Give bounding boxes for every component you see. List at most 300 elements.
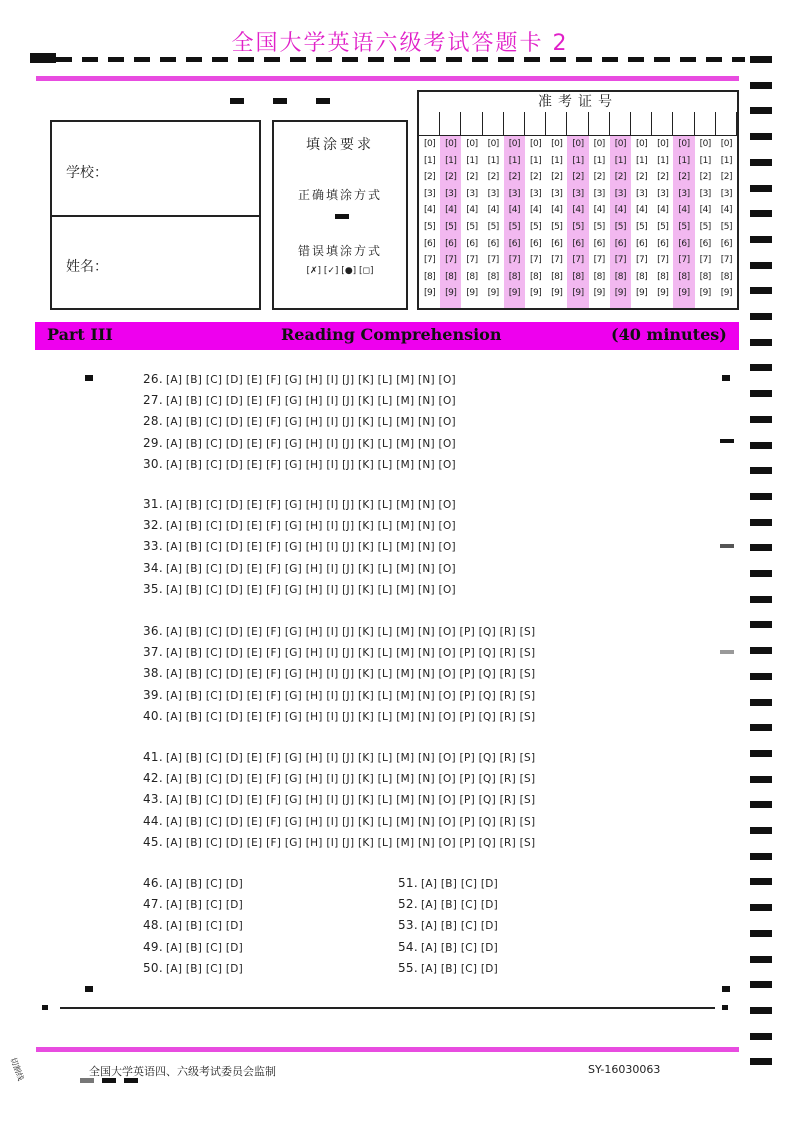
exam-id-digit-bubble[interactable]: [8]	[614, 271, 627, 282]
exam-id-digit-bubble[interactable]: [6]	[551, 238, 563, 249]
cut-line-label: 切割线	[8, 1056, 26, 1082]
exam-id-digit-bubble[interactable]: [3]	[445, 188, 457, 199]
answer-options[interactable]: [A] [B] [C] [D] [E] [F] [G] [H] [I] [J] [K] [L] [M] [N] [O] [P] [Q] [R] [S]	[165, 689, 536, 702]
timing-mark	[750, 467, 772, 474]
exam-id-digit-bubble[interactable]: [1]	[551, 155, 563, 166]
exam-id-digit-bubble[interactable]: [8]	[508, 271, 521, 282]
part-label: Part III	[47, 325, 113, 344]
exam-id-digit-bubble[interactable]: [8]	[720, 271, 733, 282]
part-title: Reading Comprehension	[281, 325, 502, 344]
exam-id-digit-bubble[interactable]: [5]	[657, 221, 669, 232]
answer-options[interactable]: [A] [B] [C] [D] [E] [F] [G] [H] [I] [J] [K] [L] [M] [N] [O] [P] [Q] [R] [S]	[165, 794, 536, 807]
exam-id-digit-bubble[interactable]: [9]	[445, 288, 457, 299]
exam-id-digit-bubble[interactable]: [1]	[508, 155, 521, 166]
exam-id-digit-bubble[interactable]: [0]	[529, 139, 542, 149]
exam-id-digit-bubble[interactable]: [5]	[593, 221, 605, 232]
question-number: 45.	[143, 834, 163, 849]
part-header-bar	[35, 322, 739, 350]
exam-id-digit-bubble[interactable]: [1]	[466, 155, 478, 166]
answer-options[interactable]: [A] [B] [C] [D] [E] [F] [G] [H] [I] [J] [K] [L] [M] [N] [O]	[165, 374, 456, 386]
exam-id-write-cell[interactable]	[440, 112, 461, 136]
exam-id-digit-bubble[interactable]: [2]	[508, 172, 521, 183]
exam-id-digit-bubble[interactable]: [8]	[445, 271, 457, 282]
exam-id-digit-bubble[interactable]: [1]	[635, 155, 648, 166]
timing-mark	[750, 801, 772, 808]
exam-id-digit-bubble[interactable]: [8]	[529, 271, 542, 282]
question-row	[398, 940, 498, 954]
exam-id-write-cell[interactable]	[610, 112, 631, 136]
exam-id-digit-bubble[interactable]: [3]	[487, 188, 499, 199]
exam-id-write-cell[interactable]	[546, 112, 567, 136]
exam-id-digit-bubble[interactable]: [0]	[635, 139, 648, 149]
exam-id-write-cell[interactable]	[716, 112, 737, 136]
exam-id-digit-bubble[interactable]: [0]	[572, 139, 584, 149]
exam-id-digit-bubble[interactable]: [1]	[678, 155, 690, 166]
question-row	[143, 393, 456, 407]
exam-id-digit-bubble[interactable]: [0]	[699, 139, 711, 149]
exam-id-digit-bubble[interactable]: [9]	[593, 288, 605, 299]
timing-mark	[102, 1078, 116, 1083]
exam-id-digit-bubble[interactable]: [4]	[678, 205, 690, 216]
exam-id-digit-bubble[interactable]: [7]	[529, 255, 542, 266]
question-number: 28.	[143, 414, 163, 429]
exam-id-digit-bubble[interactable]: [0]	[720, 139, 733, 149]
exam-id-digit-bubble[interactable]: [5]	[635, 221, 648, 232]
question-row	[143, 961, 243, 975]
top-dashed-line	[30, 57, 745, 62]
exam-id-digit-bubble[interactable]: [1]	[529, 155, 542, 166]
exam-id-digit-bubble[interactable]: [5]	[487, 221, 499, 232]
exam-id-digit-bubble[interactable]: [4]	[551, 205, 563, 216]
exam-id-digit-bubble[interactable]: [8]	[635, 271, 648, 282]
exam-id-digit-bubble[interactable]: [7]	[487, 255, 499, 266]
exam-id-digit-bubble[interactable]: [4]	[508, 205, 521, 216]
exam-id-digit-bubble[interactable]: [5]	[551, 221, 563, 232]
answer-options[interactable]: [A] [B] [C] [D] [E] [F] [G] [H] [I] [J] [K] [L] [M] [N] [O] [P] [Q] [R] [S]	[165, 836, 536, 849]
question-row	[143, 457, 456, 471]
question-number: 29.	[143, 435, 163, 450]
exam-id-digit-bubble[interactable]: [3]	[466, 188, 478, 199]
exam-id-write-cell[interactable]	[461, 112, 482, 136]
exam-id-digit-bubble[interactable]: [4]	[657, 205, 669, 216]
exam-id-digit-bubble[interactable]: [6]	[466, 238, 478, 249]
answer-options[interactable]: [A] [B] [C] [D] [E] [F] [G] [H] [I] [J] [K] [L] [M] [N] [O]	[165, 458, 456, 471]
exam-id-digit-bubble[interactable]: [4]	[593, 205, 605, 216]
timing-mark	[750, 339, 772, 346]
exam-id-digit-bubble[interactable]: [5]	[572, 221, 584, 232]
exam-id-write-cell[interactable]	[695, 112, 716, 136]
answer-options[interactable]: [A] [B] [C] [D] [E] [F] [G] [H] [I] [J] [K] [L] [M] [N] [O]	[165, 583, 456, 596]
question-row	[143, 771, 535, 785]
exam-id-digit-bubble[interactable]: [4]	[423, 205, 436, 216]
exam-id-digit-bubble[interactable]: [4]	[720, 205, 733, 216]
question-row	[143, 940, 243, 954]
exam-id-digit-bubble[interactable]: [4]	[572, 205, 584, 216]
exam-id-column	[419, 112, 440, 308]
question-number: 32.	[143, 518, 163, 533]
timing-mark	[80, 1078, 94, 1083]
answer-options[interactable]: [A] [B] [C] [D]	[420, 899, 499, 912]
answer-options[interactable]: [A] [B] [C] [D]	[420, 962, 499, 975]
answer-options[interactable]: [A] [B] [C] [D] [E] [F] [G] [H] [I] [J] [K] [L] [M] [N] [O] [P] [Q] [R] [S]	[165, 773, 536, 786]
exam-id-digit-bubble[interactable]: [0]	[614, 139, 627, 149]
question-number: 43.	[143, 792, 163, 807]
exam-id-digit-bubble[interactable]: [3]	[657, 188, 669, 199]
exam-id-digit-bubble[interactable]: [9]	[635, 288, 648, 299]
exam-id-digit-bubble[interactable]: [5]	[423, 221, 436, 232]
exam-id-column	[461, 112, 482, 308]
exam-id-digit-bubble[interactable]: [6]	[593, 238, 605, 249]
exam-id-digit-bubble[interactable]: [1]	[445, 155, 457, 166]
timing-mark	[750, 853, 772, 860]
question-number: 36.	[143, 624, 163, 638]
question-row	[143, 518, 456, 532]
exam-id-digit-bubble[interactable]: [9]	[614, 288, 627, 299]
exam-id-digit-bubble[interactable]: [5]	[678, 221, 690, 232]
question-row	[143, 709, 535, 723]
exam-id-digit-bubble[interactable]: [3]	[720, 188, 733, 199]
exam-id-digit-bubble[interactable]: [7]	[423, 255, 436, 266]
question-number: 49.	[143, 939, 163, 954]
question-number: 50.	[143, 960, 163, 975]
exam-id-digit-bubble[interactable]: [7]	[657, 255, 669, 266]
exam-id-digit-bubble[interactable]: [5]	[445, 221, 457, 232]
timing-mark	[750, 390, 772, 397]
exam-id-digit-bubble[interactable]: [8]	[487, 271, 499, 282]
exam-id-digit-bubble[interactable]: [6]	[572, 238, 584, 249]
exam-id-digit-bubble[interactable]: [2]	[551, 172, 563, 183]
question-row	[143, 666, 535, 680]
timing-mark	[85, 986, 93, 992]
exam-id-digit-bubble[interactable]: [9]	[572, 288, 584, 299]
exam-id-write-cell[interactable]	[504, 112, 525, 136]
exam-id-title: 准考证号	[419, 92, 737, 113]
exam-id-digit-bubble[interactable]: [0]	[551, 139, 563, 149]
answer-options[interactable]: [A] [B] [C] [D]	[420, 878, 499, 890]
exam-id-digit-bubble[interactable]: [2]	[487, 172, 499, 183]
answer-options[interactable]: [A] [B] [C] [D] [E] [F] [G] [H] [I] [J] [K] [L] [M] [N] [O]	[165, 499, 456, 511]
exam-id-digit-bubble[interactable]: [5]	[720, 221, 733, 232]
exam-id-digit-bubble[interactable]: [5]	[508, 221, 521, 232]
exam-id-digit-bubble[interactable]: [7]	[508, 255, 521, 266]
exam-id-digit-bubble[interactable]: [6]	[720, 238, 733, 249]
exam-id-column	[440, 112, 461, 308]
correct-fill-sample	[335, 214, 349, 219]
exam-id-digit-bubble[interactable]: [0]	[423, 139, 436, 149]
timing-mark	[750, 827, 772, 834]
exam-id-column	[652, 112, 673, 308]
exam-id-digit-bubble[interactable]: [4]	[614, 205, 627, 216]
exam-id-digit-bubble[interactable]: [3]	[508, 188, 521, 199]
exam-id-digit-bubble[interactable]: [5]	[529, 221, 542, 232]
exam-id-digit-bubble[interactable]: [2]	[678, 172, 690, 183]
exam-id-write-cell[interactable]	[673, 112, 694, 136]
exam-id-digit-bubble[interactable]: [2]	[572, 172, 584, 183]
exam-id-digit-bubble[interactable]: [6]	[508, 238, 521, 249]
exam-id-digit-bubble[interactable]: [7]	[466, 255, 478, 266]
question-number: 38.	[143, 666, 163, 681]
timing-mark	[720, 439, 734, 443]
exam-id-digit-bubble[interactable]: [9]	[551, 288, 563, 299]
timing-mark	[316, 98, 330, 104]
exam-id-digit-bubble[interactable]: [7]	[593, 255, 605, 266]
exam-id-digit-bubble[interactable]: [9]	[508, 288, 521, 299]
timing-mark	[750, 724, 772, 731]
exam-id-write-cell[interactable]	[567, 112, 588, 136]
exam-id-digit-bubble[interactable]: [6]	[529, 238, 542, 249]
exam-id-write-cell[interactable]	[652, 112, 673, 136]
name-label: 姓名：	[66, 259, 108, 275]
timing-mark	[750, 185, 772, 192]
answer-options[interactable]: [A] [B] [C] [D] [E] [F] [G] [H] [I] [J] [K] [L] [M] [N] [O] [P] [Q] [R] [S]	[165, 626, 536, 638]
exam-id-digit-bubble[interactable]: [0]	[508, 139, 521, 149]
exam-id-digit-bubble[interactable]: [1]	[423, 155, 436, 166]
exam-id-digit-bubble[interactable]: [3]	[423, 188, 436, 199]
exam-id-digit-bubble[interactable]: [6]	[487, 238, 499, 249]
question-row	[143, 561, 456, 575]
exam-id-digit-bubble[interactable]: [0]	[445, 139, 457, 149]
bottom-pink-rule	[36, 1047, 739, 1052]
exam-id-grid	[417, 90, 739, 310]
question-row	[143, 582, 456, 596]
answer-options[interactable]: [A] [B] [C] [D] [E] [F] [G] [H] [I] [J] [K] [L] [M] [N] [O] [P] [Q] [R] [S]	[165, 710, 536, 723]
question-row	[398, 897, 498, 911]
exam-id-digit-bubble[interactable]: [8]	[572, 271, 584, 282]
exam-id-digit-bubble[interactable]: [1]	[487, 155, 499, 166]
timing-mark	[750, 596, 772, 603]
exam-id-digit-bubble[interactable]: [3]	[593, 188, 605, 199]
exam-id-digit-bubble[interactable]: [4]	[487, 205, 499, 216]
exam-id-digit-bubble[interactable]: [5]	[699, 221, 711, 232]
exam-id-digit-bubble[interactable]: [7]	[614, 255, 627, 266]
exam-id-digit-bubble[interactable]: [9]	[657, 288, 669, 299]
answer-options[interactable]: [A] [B] [C] [D] [E] [F] [G] [H] [I] [J] [K] [L] [M] [N] [O]	[165, 416, 456, 429]
exam-id-digit-bubble[interactable]: [2]	[614, 172, 627, 183]
timing-mark	[750, 673, 772, 680]
exam-id-digit-bubble[interactable]: [1]	[720, 155, 733, 166]
answer-options[interactable]: [A] [B] [C] [D] [E] [F] [G] [H] [I] [J] [K] [L] [M] [N] [O]	[165, 520, 456, 533]
question-number: 35.	[143, 581, 163, 596]
timing-mark	[750, 1058, 772, 1065]
answer-options[interactable]: [A] [B] [C] [D] [E] [F] [G] [H] [I] [J] [K] [L] [M] [N] [O]	[165, 437, 456, 450]
exam-id-digit-bubble[interactable]: [6]	[678, 238, 690, 249]
exam-id-column	[610, 112, 631, 308]
exam-id-digit-bubble[interactable]: [8]	[551, 271, 563, 282]
exam-id-digit-bubble[interactable]: [5]	[466, 221, 478, 232]
exam-id-digit-bubble[interactable]: [6]	[445, 238, 457, 249]
answer-options[interactable]: [A] [B] [C] [D] [E] [F] [G] [H] [I] [J] [K] [L] [M] [N] [O]	[165, 562, 456, 575]
answer-options[interactable]: [A] [B] [C] [D] [E] [F] [G] [H] [I] [J] [K] [L] [M] [N] [O] [P] [Q] [R] [S]	[165, 668, 536, 681]
exam-id-column	[589, 112, 610, 308]
exam-id-digit-bubble[interactable]: [7]	[572, 255, 584, 266]
exam-id-digit-bubble[interactable]: [7]	[635, 255, 648, 266]
exam-id-digit-bubble[interactable]: [1]	[657, 155, 669, 166]
exam-id-digit-bubble[interactable]: [0]	[466, 139, 478, 149]
exam-id-digit-bubble[interactable]: [9]	[720, 288, 733, 299]
timing-mark	[750, 904, 772, 911]
answer-options[interactable]: [A] [B] [C] [D] [E] [F] [G] [H] [I] [J] [K] [L] [M] [N] [O] [P] [Q] [R] [S]	[165, 647, 536, 660]
exam-id-digit-bubble[interactable]: [8]	[699, 271, 711, 282]
exam-id-digit-bubble[interactable]: [2]	[445, 172, 457, 183]
answer-options[interactable]: [A] [B] [C] [D]	[165, 899, 244, 912]
exam-id-digit-bubble[interactable]: [9]	[487, 288, 499, 299]
exam-id-digit-bubble[interactable]: [7]	[720, 255, 733, 266]
exam-id-digit-bubble[interactable]: [5]	[614, 221, 627, 232]
exam-id-digit-bubble[interactable]: [4]	[529, 205, 542, 216]
timing-mark	[750, 262, 772, 269]
question-row	[143, 792, 535, 806]
exam-id-digit-bubble[interactable]: [6]	[423, 238, 436, 249]
timing-mark	[230, 98, 244, 104]
exam-id-digit-bubble[interactable]: [9]	[699, 288, 711, 299]
question-row	[143, 876, 243, 890]
question-number: 53.	[398, 918, 418, 933]
exam-id-digit-bubble[interactable]: [1]	[593, 155, 605, 166]
exam-id-digit-bubble[interactable]: [3]	[551, 188, 563, 199]
timing-mark	[750, 878, 772, 885]
exam-id-digit-bubble[interactable]: [7]	[678, 255, 690, 266]
exam-id-digit-bubble[interactable]: [0]	[657, 139, 669, 149]
exam-id-digit-bubble[interactable]: [3]	[529, 188, 542, 199]
answer-options[interactable]: [A] [B] [C] [D] [E] [F] [G] [H] [I] [J] [K] [L] [M] [N] [O]	[165, 541, 456, 554]
answer-options[interactable]: [A] [B] [C] [D] [E] [F] [G] [H] [I] [J] [K] [L] [M] [N] [O] [P] [Q] [R] [S]	[165, 752, 536, 764]
timing-mark	[750, 544, 772, 551]
exam-id-digit-bubble[interactable]: [2]	[699, 172, 711, 183]
question-number: 52.	[398, 897, 418, 912]
timing-mark	[750, 416, 772, 423]
exam-id-write-cell[interactable]	[525, 112, 546, 136]
timing-mark	[750, 956, 772, 963]
top-pink-rule	[36, 76, 739, 81]
answer-options[interactable]: [A] [B] [C] [D] [E] [F] [G] [H] [I] [J] [K] [L] [M] [N] [O] [P] [Q] [R] [S]	[165, 815, 536, 828]
exam-id-write-cell[interactable]	[631, 112, 652, 136]
exam-id-digit-bubble[interactable]: [8]	[423, 271, 436, 282]
exam-id-digit-bubble[interactable]: [2]	[593, 172, 605, 183]
timing-mark	[750, 493, 772, 500]
page-title: 全国大学英语六级考试答题卡 2	[231, 31, 569, 56]
answer-options[interactable]: [A] [B] [C] [D]	[420, 941, 499, 954]
question-row	[143, 688, 535, 702]
exam-id-digit-bubble[interactable]: [2]	[423, 172, 436, 183]
exam-id-digit-bubble[interactable]: [6]	[614, 238, 627, 249]
timing-mark	[750, 750, 772, 757]
answer-options[interactable]: [A] [B] [C] [D]	[165, 920, 244, 933]
exam-id-digit-bubble[interactable]: [9]	[529, 288, 542, 299]
exam-id-digit-bubble[interactable]: [3]	[635, 188, 648, 199]
timing-mark	[750, 647, 772, 654]
question-number: 34.	[143, 560, 163, 575]
question-row	[143, 497, 456, 511]
question-number: 51.	[398, 876, 418, 890]
exam-id-digit-bubble[interactable]: [9]	[678, 288, 690, 299]
question-row	[398, 961, 498, 975]
question-number: 39.	[143, 687, 163, 702]
exam-id-digit-bubble[interactable]: [1]	[614, 155, 627, 166]
exam-id-digit-bubble[interactable]: [2]	[635, 172, 648, 183]
exam-id-write-cell[interactable]	[483, 112, 504, 136]
exam-id-digit-bubble[interactable]: [6]	[635, 238, 648, 249]
answer-options[interactable]: [A] [B] [C] [D]	[420, 920, 499, 933]
student-info-box	[50, 120, 261, 310]
exam-id-write-cell[interactable]	[589, 112, 610, 136]
exam-id-digit-bubble[interactable]: [4]	[466, 205, 478, 216]
question-number: 44.	[143, 813, 163, 828]
timing-mark	[750, 570, 772, 577]
exam-id-digit-bubble[interactable]: [1]	[572, 155, 584, 166]
answer-options[interactable]: [A] [B] [C] [D]	[165, 941, 244, 954]
exam-id-column	[483, 112, 504, 308]
exam-id-digit-bubble[interactable]: [4]	[699, 205, 711, 216]
timing-mark	[42, 1005, 48, 1010]
timing-mark	[750, 107, 772, 114]
question-number: 33.	[143, 539, 163, 554]
exam-id-digit-bubble[interactable]: [8]	[593, 271, 605, 282]
answer-options[interactable]: [A] [B] [C] [D]	[165, 962, 244, 975]
timing-mark	[85, 375, 93, 381]
fill-req-title: 填涂要求	[306, 137, 374, 153]
exam-id-digit-bubble[interactable]: [9]	[466, 288, 478, 299]
question-number: 55.	[398, 960, 418, 975]
exam-id-write-cell[interactable]	[419, 112, 440, 136]
exam-id-digit-bubble[interactable]: [3]	[699, 188, 711, 199]
exam-id-digit-bubble[interactable]: [0]	[487, 139, 499, 149]
exam-id-digit-bubble[interactable]: [2]	[657, 172, 669, 183]
exam-id-digit-bubble[interactable]: [8]	[678, 271, 690, 282]
timing-mark	[722, 375, 730, 381]
exam-id-digit-bubble[interactable]: [9]	[423, 288, 436, 299]
exam-id-digit-bubble[interactable]: [3]	[678, 188, 690, 199]
exam-id-digit-bubble[interactable]: [8]	[657, 271, 669, 282]
exam-id-digit-bubble[interactable]: [0]	[593, 139, 605, 149]
timing-mark	[750, 621, 772, 628]
exam-id-digit-bubble[interactable]: [7]	[699, 255, 711, 266]
question-number: 40.	[143, 708, 163, 723]
exam-id-digit-bubble[interactable]: [4]	[445, 205, 457, 216]
sheet-code: SY-16030063	[588, 1063, 661, 1076]
committee-text: 全国大学英语四、六级考试委员会监制	[89, 1065, 276, 1078]
answer-options[interactable]: [A] [B] [C] [D] [E] [F] [G] [H] [I] [J] [K] [L] [M] [N] [O]	[165, 395, 456, 408]
question-number: 47.	[143, 897, 163, 912]
question-number: 30.	[143, 456, 163, 471]
timing-mark	[722, 1005, 728, 1010]
exam-id-digit-bubble[interactable]: [7]	[551, 255, 563, 266]
question-row	[143, 835, 535, 849]
question-row	[143, 372, 456, 386]
exam-id-digit-bubble[interactable]: [8]	[466, 271, 478, 282]
timing-mark	[750, 364, 772, 371]
exam-id-column	[525, 112, 546, 308]
exam-id-digit-bubble[interactable]: [6]	[657, 238, 669, 249]
timing-mark	[750, 930, 772, 937]
timing-mark	[750, 981, 772, 988]
exam-id-digit-bubble[interactable]: [2]	[529, 172, 542, 183]
timing-mark	[750, 210, 772, 217]
exam-id-digit-bubble[interactable]: [6]	[699, 238, 711, 249]
exam-id-digit-bubble[interactable]: [3]	[614, 188, 627, 199]
question-number: 46.	[143, 876, 163, 890]
exam-id-digit-bubble[interactable]: [0]	[678, 139, 690, 149]
timing-mark	[750, 56, 772, 63]
question-row	[143, 436, 456, 450]
exam-id-digit-bubble[interactable]: [3]	[572, 188, 584, 199]
exam-id-digit-bubble[interactable]: [4]	[635, 205, 648, 216]
exam-id-digit-bubble[interactable]: [2]	[720, 172, 733, 183]
timing-mark	[273, 98, 287, 104]
exam-id-digit-bubble[interactable]: [1]	[699, 155, 711, 166]
exam-id-digit-bubble[interactable]: [7]	[445, 255, 457, 266]
answer-options[interactable]: [A] [B] [C] [D]	[165, 878, 244, 890]
exam-id-digit-bubble[interactable]: [2]	[466, 172, 478, 183]
